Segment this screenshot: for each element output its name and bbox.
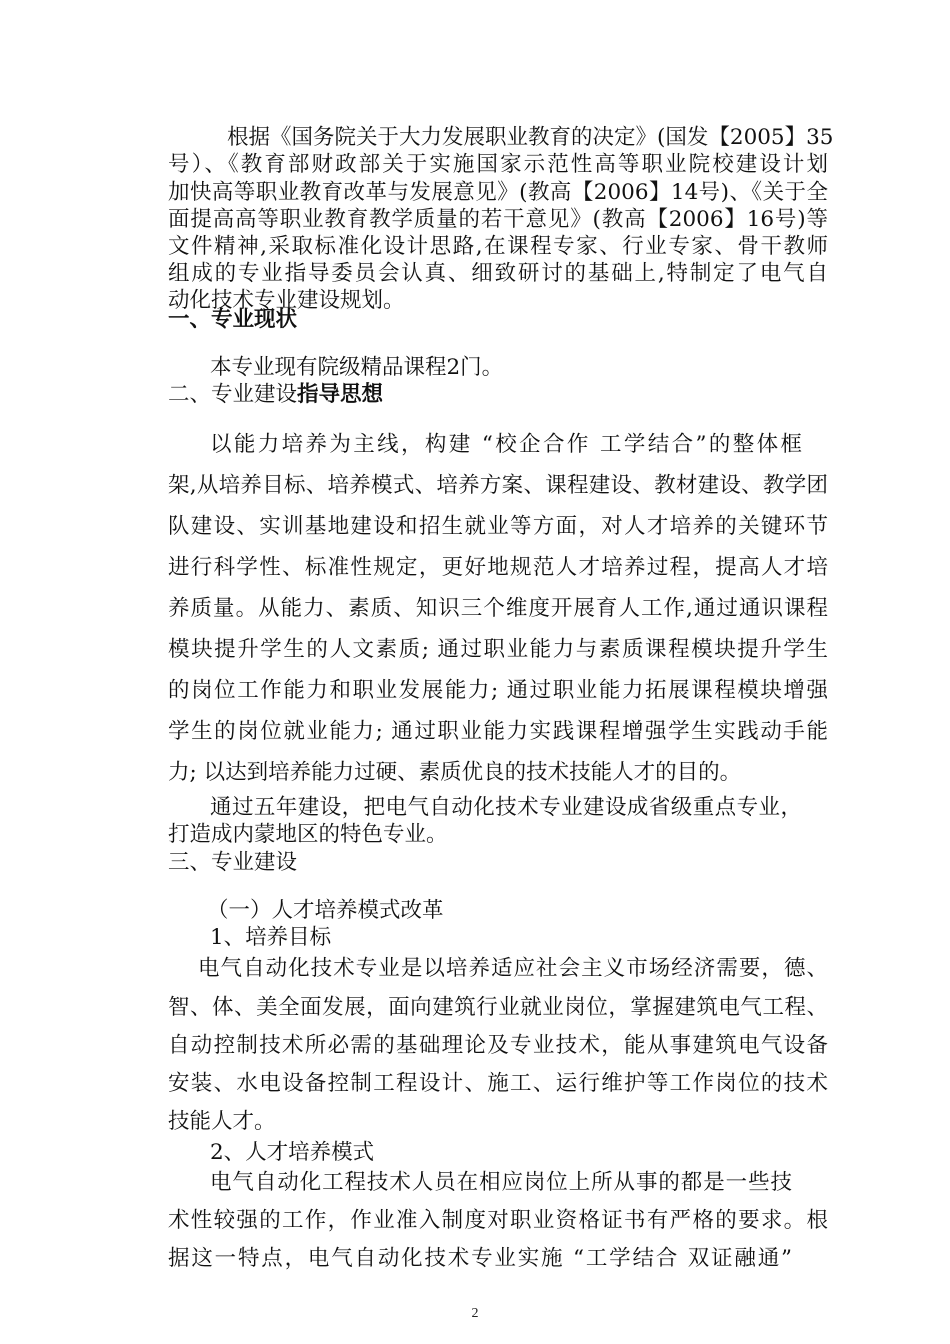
intro-line: 组成的专业指导委员会认真、细致研讨的基础上,特制定了电气自 [168,261,828,286]
section-heading [168,382,828,408]
paragraph-line: 通过五年建设，把电气自动化技术专业建设成省级重点专业， [210,795,802,820]
paragraph-line: 电气自动化工程技术人员在相应岗位上所从事的都是一些技 [210,1170,792,1195]
paragraph-line: 智、体、美全面发展，面向建筑行业就业岗位，掌握建筑电气工程、 [168,995,828,1020]
intro-line: 号）、《教育部财政部关于实施国家示范性高等职业院校建设计划 [168,152,828,177]
section-heading-bold: 指导思想 [297,382,384,407]
item-heading: 1、培养目标 [210,925,332,950]
paragraph-line: 据这一特点，电气自动化技术专业实施 “工学结合 双证融通” [168,1246,792,1271]
section-heading: 三、专业建设 [168,850,298,875]
paragraph-line: 安装、水电设备控制工程设计、施工、运行维护等工作岗位的技术 [168,1071,828,1096]
paragraph-line: 队建设、实训基地建设和招生就业等方面，对人才培养的关键环节 [168,514,828,539]
paragraph-line: 模块提升学生的人文素质; 通过职业能力与素质课程模块提升学生 [168,637,828,662]
paragraph-line: 进行科学性、标准性规定，更好地规范人才培养过程，提高人才培 [168,555,828,580]
paragraph-line: 自动控制技术所必需的基础理论及专业技术，能从事建筑电气设备 [168,1033,828,1058]
paragraph-line: 养质量。从能力、素质、知识三个维度开展育人工作,通过通识课程 [168,596,828,621]
intro-line: 文件精神,采取标准化设计思路,在课程专家、行业专家、骨干教师 [168,234,828,259]
section-heading-prefix: 二、专业建设 [168,382,298,407]
item-heading: 2、人才培养模式 [210,1140,375,1165]
subsection-heading: （一）人才培养模式改革 [207,898,444,923]
intro-line: 动化技术专业建设规划。 [168,288,405,313]
intro-line: 加快高等职业教育改革与发展意见》(教高【2006】14号)、《关于全 [168,180,828,205]
paragraph-line: 力; 以达到培养能力过硬、素质优良的技术技能人才的目的。 [168,760,742,785]
section-heading: 一、专业现状 [168,307,298,332]
paragraph-line: 电气自动化技术专业是以培养适应社会主义市场经济需要，德、 [198,956,828,981]
intro-line: 面提高高等职业教育教学质量的若干意见》(教高【2006】16号)等 [168,207,828,232]
section-body: 本专业现有院级精品课程2门。 [210,355,504,380]
intro-line: 根据《国务院关于大力发展职业教育的决定》(国发【2005】35 [227,125,834,150]
paragraph-line: 打造成内蒙地区的特色专业。 [168,822,448,847]
page-number: 2 [471,1306,479,1321]
paragraph-line: 以能力培养为主线，构建 “校企合作 工学结合”的整体框 [210,432,802,457]
paragraph-line: 技能人才。 [168,1109,276,1134]
paragraph-line: 学生的岗位就业能力; 通过职业能力实践课程增强学生实践动手能 [168,719,828,744]
paragraph-line: 的岗位工作能力和职业发展能力; 通过职业能力拓展课程模块增强 [168,678,828,703]
paragraph-line: 架,从培养目标、培养模式、培养方案、课程建设、教材建设、教学团 [168,473,828,498]
paragraph-line: 术性较强的工作，作业准入制度对职业资格证书有严格的要求。根 [168,1208,828,1233]
